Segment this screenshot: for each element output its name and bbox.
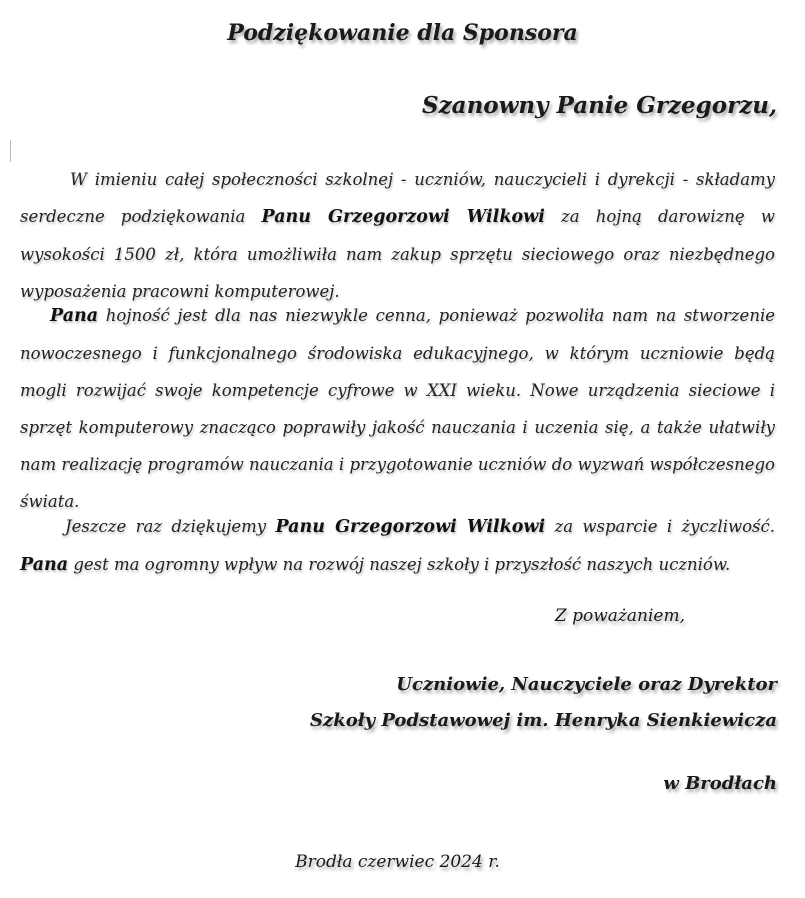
- paragraph-1-text-a: W imieniu całej społeczności szkolnej - uczniów, nauczycieli i dyrekcji - składamy serdeczne podziękowania: [20, 170, 775, 226]
- paragraph-3-lead: Pana: [20, 555, 69, 575]
- paragraph-2-lead: Pana: [50, 306, 99, 326]
- signature-line-2: Szkoły Podstawowej im. Henryka Sienkiewicza: [310, 710, 777, 731]
- paragraph-2: [20, 297, 775, 520]
- paragraph-3-text-a: Jeszcze raz dziękujemy: [65, 517, 276, 536]
- sponsor-name: Panu Grzegorzowi Wilkowi: [261, 207, 545, 227]
- signature-line-1: Uczniowie, Nauczyciele oraz Dyrektor: [396, 674, 777, 695]
- salutation: Szanowny Panie Grzegorzu,: [422, 92, 777, 119]
- place-and-date: Brodła czerwiec 2024 r.: [295, 852, 500, 872]
- closing-phrase: Z poważaniem,: [554, 606, 685, 626]
- paragraph-3-text-c: gest ma ogromny wpływ na rozwój naszej szkoły i przyszłość naszych uczniów.: [68, 555, 731, 574]
- paragraph-1: [20, 161, 775, 310]
- paragraph-1-text-b: za hojną darowiznę w wysokości 1500 zł, która umożliwiła nam zakup sprzętu sieciowego oraz niezbędnego wyposażenia pracowni komputerowej.: [20, 207, 775, 301]
- document-title: Podziękowanie dla Sponsora: [227, 20, 578, 46]
- paragraph-3: [20, 508, 775, 584]
- sponsor-name-repeat: Panu Grzegorzowi Wilkowi: [275, 517, 546, 537]
- paragraph-3-text-b: za wsparcie i życzliwość.: [545, 517, 775, 536]
- paragraph-2-text: hojność jest dla nas niezwykle cenna, ponieważ pozwoliła nam na stworzenie nowoczesnego i funkcjonalnego środowiska edukacyjnego, w którym uczniowie będą mogli rozwijać swoje kompetencje cyfrowe w XXI wieku. Nowe urządzenia sieciowe i sprzęt komputerowy znacząco poprawiły jakość nauczania i uczenia się, a także ułatwiły nam realizację programów nauczania i przygotowanie uczniów do wyzwań współczesnego świata.: [20, 306, 775, 511]
- text-cursor-mark: [10, 140, 11, 162]
- signature-line-3: w Brodłach: [663, 773, 777, 794]
